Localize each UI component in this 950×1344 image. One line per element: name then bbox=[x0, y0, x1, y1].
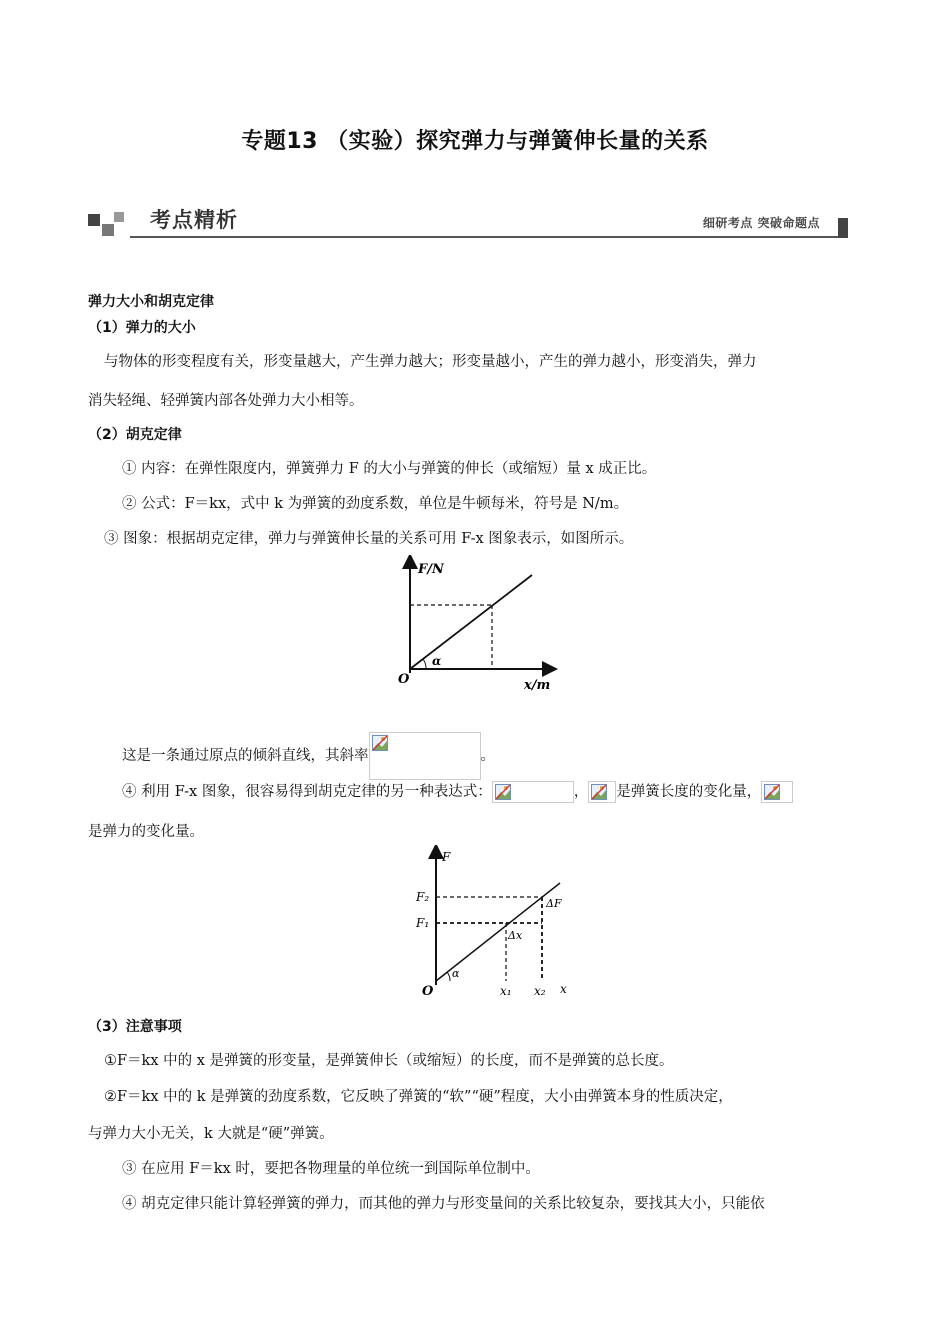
heading-hookes-law: （2）胡克定律 bbox=[88, 427, 182, 443]
origin-label: O bbox=[422, 984, 434, 999]
heading-notes: （3）注意事项 bbox=[88, 1019, 182, 1035]
x-axis-label: x bbox=[560, 982, 567, 996]
paragraph: 消失轻绳、轻弹簧内部各处弹力大小相等。 bbox=[88, 393, 364, 409]
formula-image-placeholder bbox=[761, 781, 793, 803]
broken-image-icon bbox=[591, 784, 607, 800]
paragraph: ③ 在应用 F＝kx 时，要把各物理量的单位统一到国际单位制中。 bbox=[122, 1161, 540, 1177]
fx-graph bbox=[392, 555, 562, 695]
alt-form-text: ④ 利用 F-x 图象，很容易得到胡克定律的另一种表达式： bbox=[122, 784, 492, 800]
angle-arc bbox=[423, 659, 426, 669]
slope-end: 。 bbox=[480, 748, 495, 764]
page-title: 专题13 （实验）探究弹力与弹簧伸长量的关系 bbox=[241, 129, 709, 154]
broken-image-icon bbox=[372, 735, 388, 751]
paragraph: 与物体的形变程度有关，形变量越大，产生弹力越大；形变量越小，产生的弹力越小，形变消失，弹力 bbox=[104, 354, 757, 370]
banner-decor-square bbox=[102, 224, 114, 236]
paragraph: ② 公式：F＝kx，式中 k 为弹簧的劲度系数，单位是牛顿每米，符号是 N/m。 bbox=[122, 496, 629, 512]
paragraph: ②F＝kx 中的 k 是弹簧的劲度系数，它反映了弹簧的“软”“硬”程度，大小由弹簧本身的性质决定， bbox=[104, 1089, 733, 1105]
f2-label: F₂ bbox=[416, 890, 430, 904]
banner-subtitle: 细研考点 突破命题点 bbox=[702, 216, 820, 230]
origin-label: O bbox=[398, 672, 410, 687]
delta-x-label: Δx bbox=[508, 929, 523, 942]
angle-label: α bbox=[432, 654, 442, 668]
banner-decor-square bbox=[88, 214, 100, 226]
delta-f-label: ΔF bbox=[546, 897, 562, 910]
heading-elastic-force: （1）弹力的大小 bbox=[88, 320, 196, 336]
angle-arc bbox=[447, 972, 450, 981]
paragraph: ①F＝kx 中的 x 是弹簧的形变量，是弹簧伸长（或缩短）的长度，而不是弹簧的总长度。 bbox=[104, 1053, 674, 1069]
banner-rule bbox=[130, 236, 840, 238]
y-axis-label: F bbox=[442, 850, 451, 864]
comma: ， bbox=[573, 784, 589, 800]
graph-line bbox=[410, 575, 532, 669]
paragraph: 是弹力的变化量。 bbox=[88, 824, 204, 840]
banner-label: 考点精析 bbox=[150, 208, 238, 232]
paragraph: 与弹力大小无关，k 大就是“硬”弹簧。 bbox=[88, 1126, 334, 1142]
paragraph: ④ 胡克定律只能计算轻弹簧的弹力，而其他的弹力与形变量间的关系比较复杂，要找其大小，只能依 bbox=[122, 1196, 765, 1212]
paragraph-alt-form bbox=[122, 781, 793, 803]
f1-label: F₁ bbox=[416, 916, 430, 930]
formula-image-placeholder bbox=[492, 781, 574, 803]
delta-x-text: 是弹簧长度的变化量， bbox=[616, 784, 762, 800]
section-banner bbox=[88, 204, 850, 240]
section-title: 弹力大小和胡克定律 bbox=[88, 294, 214, 310]
angle-label: α bbox=[452, 967, 460, 980]
delta-fx-graph bbox=[410, 845, 585, 1000]
y-axis-label: F/N bbox=[418, 562, 444, 577]
broken-image-icon bbox=[764, 784, 780, 800]
broken-image-icon bbox=[495, 784, 511, 800]
banner-decor-square bbox=[114, 212, 124, 222]
x2-label: x₂ bbox=[534, 984, 546, 998]
formula-image-placeholder bbox=[588, 781, 616, 803]
banner-end-block bbox=[838, 218, 848, 238]
formula-image-placeholder bbox=[369, 732, 481, 780]
x1-label: x₁ bbox=[500, 984, 512, 998]
paragraph: ① 内容：在弹性限度内，弹簧弹力 F 的大小与弹簧的伸长（或缩短）量 x 成正比。 bbox=[122, 461, 657, 477]
paragraph: ③ 图象：根据胡克定律，弹力与弹簧伸长量的关系可用 F-x 图象表示，如图所示。 bbox=[104, 531, 634, 547]
x-axis-label: x/m bbox=[524, 678, 551, 693]
slope-text: 这是一条通过原点的倾斜直线，其斜率 bbox=[122, 748, 369, 764]
paragraph-slope bbox=[122, 732, 495, 780]
